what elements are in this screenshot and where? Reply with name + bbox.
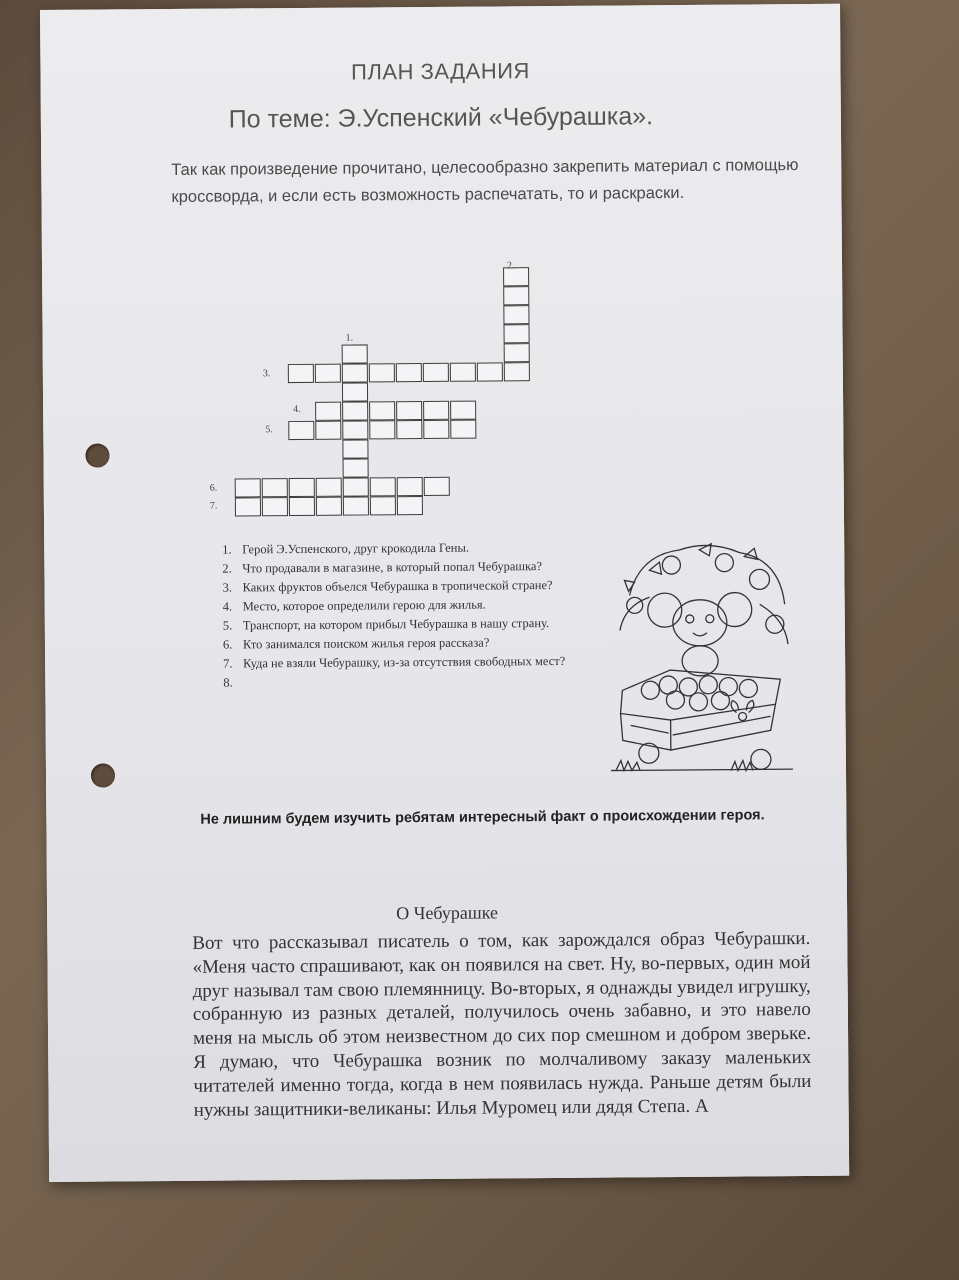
question-item	[223, 615, 603, 635]
crossword-cell	[397, 496, 423, 515]
crossword-questions	[222, 539, 603, 690]
crossword-number: 2.	[506, 260, 515, 272]
story-paragraph: Вот что рассказывал писатель о том, как зарождался образ Чебурашки. «Меня часто спрашивают, как он появился на свет. Ну, во-первых, один мой друг называл там свою племянницу. Во-вторых, я однажды увидел игрушку, собранную из разных деталей, получилось очень забавно, и это навело меня на мысль об этом неизвестном до сих пор смешном и добром зверьке. Я думаю, что Чебурашка возник по молчаливому заказу маленьких читателей именно тогда, когда в нем появилась нужда. Раньше детям были нужны защитники-великаны: Илья Муромец или дядя Степа. А	[192, 927, 812, 1121]
question-item	[223, 653, 603, 673]
story-title: О Чебурашке	[396, 902, 499, 924]
crossword-cell	[369, 401, 395, 420]
crossword-cell	[289, 497, 315, 516]
question-item	[222, 558, 602, 578]
crossword-cell	[503, 305, 529, 324]
fact-text: Не лишним будем изучить ребятам интересный факт о происхождении героя.	[200, 807, 765, 828]
topic-title: По теме: Э.Успенский «Чебурашка».	[228, 102, 654, 134]
crossword-cell	[396, 420, 422, 439]
crossword-number: 1.	[345, 332, 354, 344]
crossword-cell	[396, 363, 422, 382]
crossword-cell	[342, 363, 368, 382]
crossword-number: 3.	[262, 368, 271, 380]
crossword-number: 4.	[293, 403, 301, 416]
question-number: 7.	[223, 656, 233, 671]
question-item	[222, 577, 602, 597]
crossword-cell	[450, 401, 476, 420]
crossword-cell	[343, 458, 369, 477]
crossword-cell	[235, 497, 261, 516]
question-number: 1.	[222, 542, 232, 557]
crossword-cell	[288, 421, 314, 440]
crossword-cell	[343, 477, 369, 496]
question-item	[223, 596, 603, 616]
question-item	[223, 634, 603, 654]
crossword-cell	[370, 496, 396, 515]
crossword-cell	[504, 343, 530, 362]
plan-title: ПЛАН ЗАДАНИЯ	[351, 58, 530, 85]
crossword-cell	[315, 402, 341, 421]
question-text: Транспорт, на котором прибыл Чебурашка в нашу страну.	[242, 616, 550, 633]
crossword-cell	[342, 439, 368, 458]
question-text: Каких фруктов объелся Чебурашка в тропической стране?	[242, 577, 553, 595]
crossword-cell	[450, 420, 476, 439]
question-text: Куда не взяли Чебурашку, из-за отсутствия свободных мест?	[243, 653, 566, 671]
crossword-cell	[342, 344, 368, 363]
crossword-cell	[477, 362, 503, 381]
crossword-cell	[370, 477, 396, 496]
crossword-cell	[342, 401, 368, 420]
question-number: 5.	[222, 618, 233, 633]
question-number: 4.	[222, 599, 233, 614]
crossword-cell	[235, 478, 261, 497]
crossword-cell	[504, 362, 530, 381]
crossword-number: 7.	[209, 500, 218, 512]
intro-paragraph: Так как произведение прочитано, целесообразно закрепить материал с помощью кроссворда, и если есть возможность распечатать, то и раскраски.	[171, 156, 799, 206]
crossword-cell	[423, 401, 449, 420]
crossword-cell	[450, 363, 476, 382]
question-number: 8.	[223, 675, 233, 690]
crossword-cell	[423, 363, 449, 382]
paper-sheet	[40, 4, 849, 1182]
crossword-number: 6.	[209, 482, 218, 494]
crossword-cell	[262, 497, 288, 516]
crossword-cell	[315, 421, 341, 440]
crossword-cell	[262, 478, 288, 497]
crossword-cell	[316, 478, 342, 497]
question-text: Что продавали в магазине, в который попал Чебурашка?	[242, 559, 543, 576]
crossword-cell	[289, 478, 315, 497]
crossword-cell	[503, 286, 529, 305]
crossword-cell	[369, 420, 395, 439]
question-item	[222, 539, 602, 559]
crossword-cell	[316, 497, 342, 516]
crossword-cell	[343, 496, 369, 515]
question-number: 2.	[222, 561, 232, 576]
crossword-cell	[342, 382, 368, 401]
cheburashka-coloring-picture	[609, 534, 793, 775]
question-text: Герой Э.Успенского, друг крокодила Гены.	[242, 540, 470, 557]
crossword-cell	[315, 364, 341, 383]
question-number: 6.	[222, 637, 233, 652]
crossword-cell	[503, 324, 529, 343]
crossword-cell	[369, 363, 395, 382]
question-text: Место, которое определили герою для жилья.	[242, 597, 486, 614]
punch-hole-bottom	[91, 763, 115, 787]
crossword-cell	[288, 364, 314, 383]
fact-note	[188, 800, 828, 835]
punch-hole-top	[85, 443, 109, 467]
crossword-cell	[397, 477, 423, 496]
crossword-cell	[342, 420, 368, 439]
question-number: 3.	[222, 580, 232, 595]
crossword-cell	[423, 420, 449, 439]
crossword-cell	[396, 401, 422, 420]
question-text: Кто занимался поиском жилья героя рассказа?	[242, 635, 490, 652]
crossword-cell	[424, 477, 450, 496]
crossword-number: 5.	[265, 424, 273, 436]
